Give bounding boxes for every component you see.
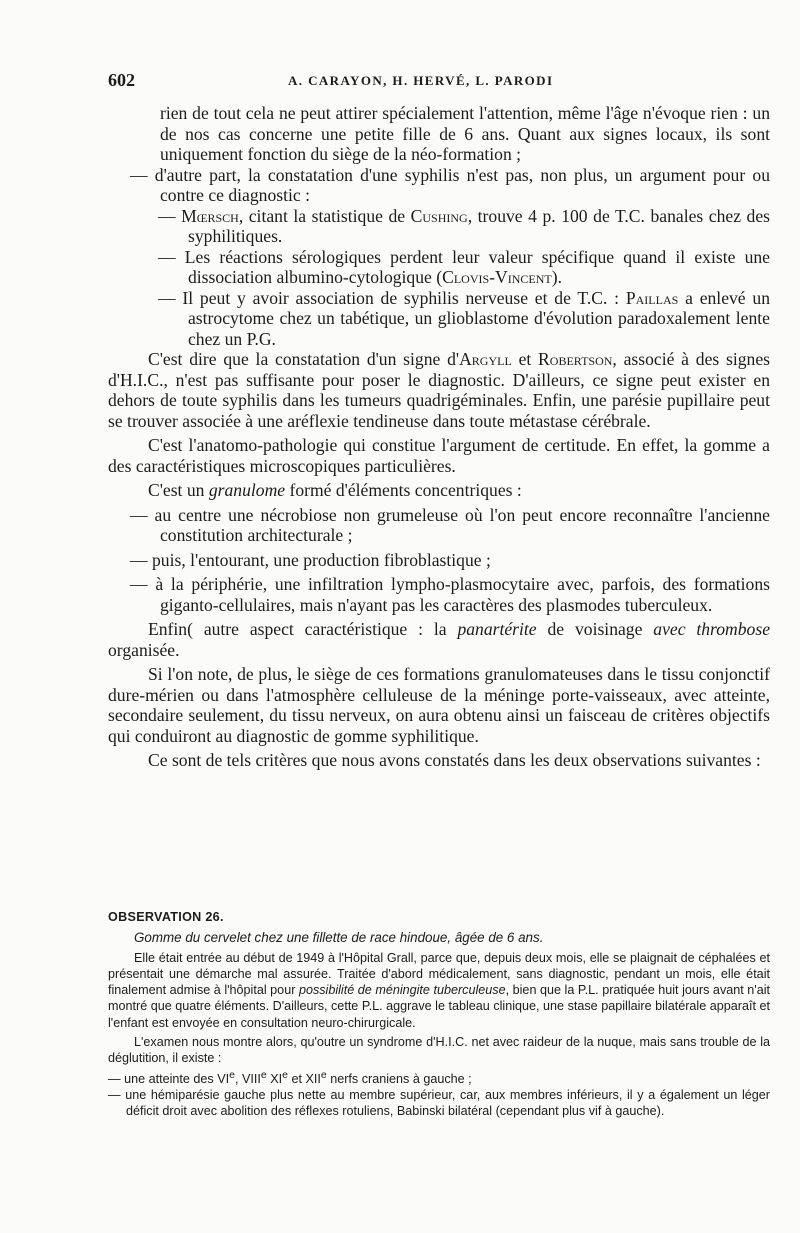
observation-section (108, 909, 770, 1120)
author-name: Robertson (538, 349, 613, 369)
paragraph-continuation: rien de tout cela ne peut attirer spécialement l'attention, même l'âge n'évoque rien : un de nos cas concerne une petite fille de 6 ans. Quant aux signes locaux, ils sont uniquement fonction du siège de la néo-formation ; (160, 103, 770, 164)
sub-item-paillas: — Il peut y avoir association de syphilis nerveuse et de T.C. : Paillas a enlevé un astrocytome chez un tabétique, un glioblastome d'évolution paradoxalement lente chez un P.G. (158, 287, 770, 349)
author-name: Cushing (410, 205, 468, 226)
paragraph-criteres: Si l'on note, de plus, le siège de ces formations granulomateuses dans le tissu conjonctif dure-mérien ou dans l'atmosphère celluleuse de la méninge porte-vaisseaux, avec atteinte, secondaire seulement, du tissu nerveux, on aura obtenu ainsi un faisceau de critères objectifs qui conduiront au diagnostic de gomme syphilitique. (108, 664, 770, 746)
author-name: Clovis-Vincent (442, 267, 552, 287)
paragraph-observations: Ce sont de tels critères que nous avons constatés dans les deux observations suivantes : (148, 750, 761, 770)
dash-paragraph-syphilis: — d'autre part, la constatation d'une syphilis n'est pas, non plus, un argument pour ou contre ce diagnostic : (130, 164, 770, 205)
observation-dash-item: — une atteinte des VIe, VIIIe XIe et XIIe nerfs craniens à gauche ; (108, 1068, 472, 1086)
page-number: 602 (108, 70, 135, 90)
observation-paragraph: Elle était entrée au début de 1949 à l'Hôpital Grall, parce que, depuis deux mois, elle se plaignait de céphalées et présentait une démarche mal assurée. Traitée d'abord médicalement, sans diagnostic, pendant un mois, elle était finalement admise à l'hôpital pour possibilité de méningite tuberculeuse, bien que la P.L. pratiquée huit jours avant n'ait montré que quatre éléments. D'ailleurs, cette P.L. aggrave le tableau clinique, une stase papillaire bilatérale apparaît et l'enfant est envoyée en consultation neuro-chirurgicale. (108, 950, 770, 1030)
observation-subtitle: Gomme du cervelet chez une fillette de race hindoue, âgée de 6 ans. (134, 930, 544, 946)
observation-title: OBSERVATION 26. (108, 910, 224, 924)
author-name: Paillas (625, 287, 679, 308)
observation-paragraph: L'examen nous montre alors, qu'outre un syndrome d'H.I.C. net avec raideur de la nuque, mais sans trouble de la déglutition, il existe : (108, 1035, 770, 1066)
paragraph-granulome: C'est un granulome formé d'éléments concentriques : (148, 480, 522, 500)
author-name: Argyll (459, 349, 512, 369)
main-text (108, 103, 770, 771)
sub-item-serology: — Les réactions sérologiques perdent leur valeur spécifique quand il existe une dissociation albumino-cytologique (Clovis-Vincent). (158, 246, 770, 287)
dash-item-fibroblastique: — puis, l'entourant, une production fibroblastique ; (130, 549, 491, 570)
author-name: Mœrsch (181, 205, 239, 226)
paragraph-argyll: C'est dire que la constatation d'un signe d'Argyll et Robertson, associé à des signes d'H.I.C., n'est pas suffisante pour poser le diagnostic. D'ailleurs, ce signe peut exister en dehors de toute syphilis dans les tumeurs quadrigéminales. Enfin, une parésie pupillaire peut se trouver associée à une aréflexie tendineuse dans toute métastase cérébrale. (108, 349, 770, 431)
dash-item-peripherie: — à la périphérie, une infiltration lympho-plasmocytaire avec, parfois, des formations giganto-cellulaires, mais n'ayant pas les caractères des plasmodes tuberculeux. (130, 574, 770, 615)
dash-item-centre: — au centre une nécrobiose non grumeleuse où l'on peut encore reconnaître l'ancienne constitution architecturale ; (130, 504, 770, 545)
sub-item-moersch: — Mœrsch, citant la statistique de Cushing, trouve 4 p. 100 de T.C. banales chez des syphilitiques. (158, 205, 770, 246)
running-title: A. CARAYON, H. HERVÉ, L. PARODI (288, 73, 554, 88)
page-header (108, 70, 770, 92)
observation-dash-item: — une hémiparésie gauche plus nette au membre supérieur, car, aux membres inférieurs, il y a également un léger déficit droit avec abolition des réflexes rotuliens, Babinski bilatéral (cependant plus vif à gauche). (108, 1088, 770, 1119)
paragraph-anatomo: C'est l'anatomo-pathologie qui constitue l'argument de certitude. En effet, la gomme a des caractéristiques microscopiques particulières. (108, 435, 770, 476)
paragraph-panarterite: Enfin( autre aspect caractéristique : la panartérite de voisinage avec thrombose organisée. (108, 619, 771, 660)
